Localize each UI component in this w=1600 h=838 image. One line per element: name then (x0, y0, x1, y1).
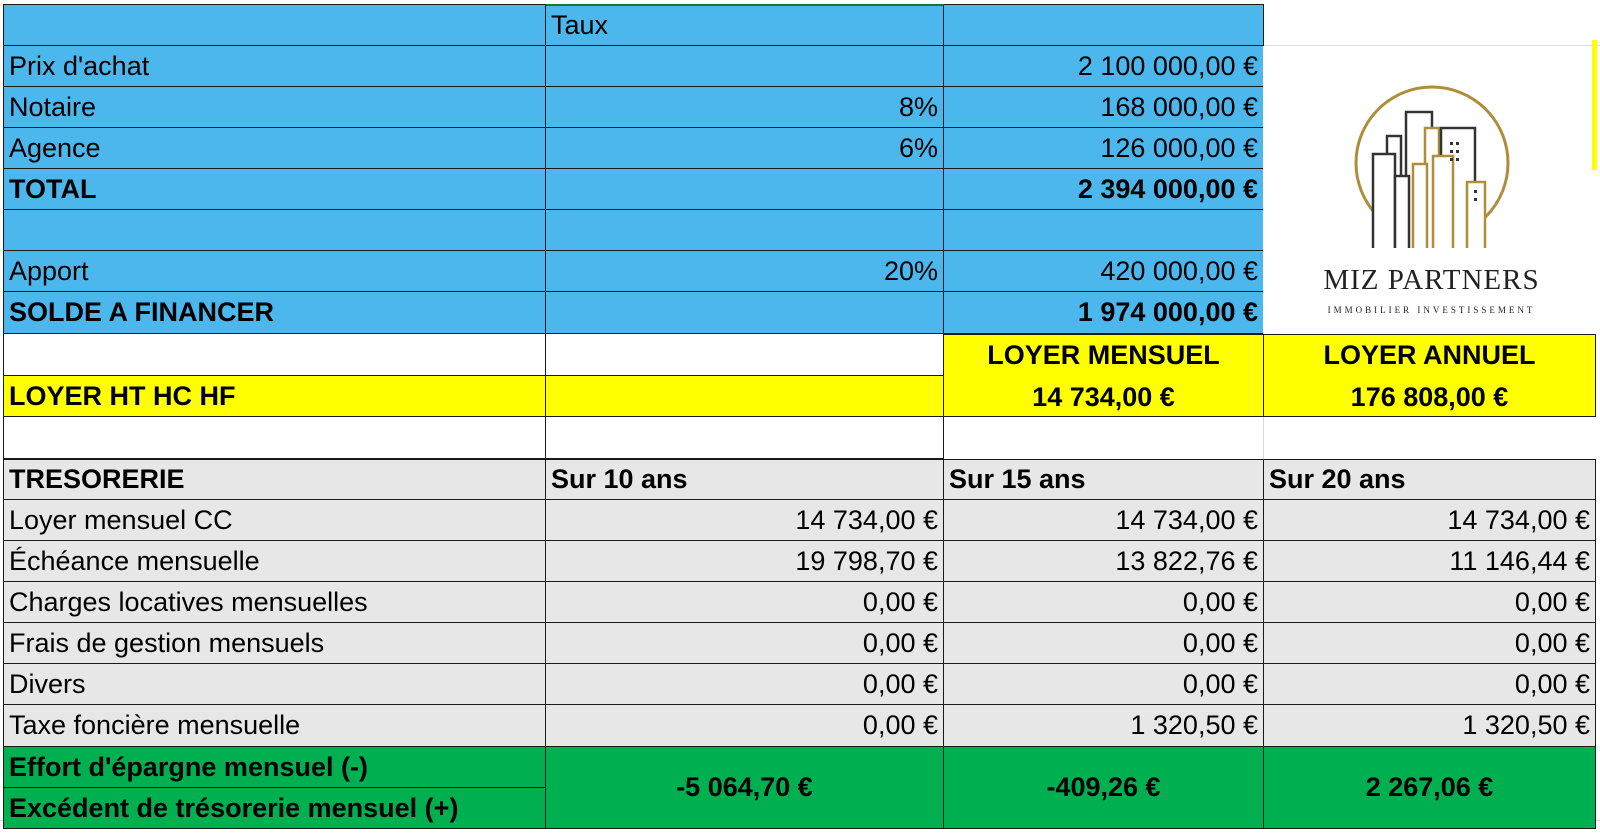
cell-taux-header[interactable]: Taux (546, 4, 944, 46)
cell-amount-agence[interactable]: 126 000,00 € (944, 128, 1264, 169)
cell-amount-solde[interactable]: 1 974 000,00 € (944, 292, 1264, 334)
cell-spacer[interactable] (944, 417, 1264, 459)
cell-row-value[interactable]: 19 798,70 € (546, 541, 944, 582)
cell-rate-total[interactable] (546, 169, 944, 210)
cell-row-value[interactable]: 0,00 € (944, 582, 1264, 623)
cell-amount-empty[interactable] (944, 210, 1264, 251)
scroll-indicator[interactable] (1592, 40, 1597, 170)
cell-treasury-title[interactable]: TRESORERIE (3, 459, 546, 500)
cell-result-10-ans[interactable]: -5 064,70 € (546, 747, 944, 829)
cell-row-value[interactable]: 0,00 € (546, 582, 944, 623)
cell-row-value[interactable]: 13 822,76 € (944, 541, 1264, 582)
cell-rent-value[interactable] (546, 376, 944, 417)
cell-row-value[interactable]: 0,00 € (1264, 582, 1596, 623)
cell-label-total[interactable]: TOTAL (3, 169, 546, 210)
buildings-logo-icon (1337, 78, 1527, 268)
cell-row-value[interactable]: 1 320,50 € (1264, 705, 1596, 747)
cell-row-value[interactable]: 1 320,50 € (944, 705, 1264, 747)
cell-row-value[interactable]: 0,00 € (944, 623, 1264, 664)
cell-spacer[interactable] (1264, 417, 1596, 459)
cell-row-label[interactable]: Loyer mensuel CC (3, 500, 546, 541)
cell-rate-agence[interactable]: 6% (546, 128, 944, 169)
cell-row-value[interactable]: 0,00 € (1264, 664, 1596, 705)
cell-col-20-ans[interactable]: Sur 20 ans (1264, 459, 1596, 500)
logo-name: MIZ PARTNERS (1323, 264, 1540, 296)
cell-label-apport[interactable]: Apport (3, 251, 546, 292)
cell-spacer[interactable] (3, 417, 546, 459)
cell-rent-blank[interactable] (3, 334, 546, 376)
cell-col-15-ans[interactable]: Sur 15 ans (944, 459, 1264, 500)
cell-blank-header[interactable] (3, 4, 546, 46)
cell-row-value[interactable]: 14 734,00 € (944, 500, 1264, 541)
cell-label-agence[interactable]: Agence (3, 128, 546, 169)
cell-rate-notaire[interactable]: 8% (546, 87, 944, 128)
cell-rate-apport[interactable]: 20% (546, 251, 944, 292)
cell-rate-empty[interactable] (546, 210, 944, 251)
cell-row-label[interactable]: Charges locatives mensuelles (3, 582, 546, 623)
cell-result-15-ans[interactable]: -409,26 € (944, 747, 1264, 829)
cell-amount-header[interactable] (944, 4, 1264, 46)
cell-row-value[interactable]: 14 734,00 € (546, 500, 944, 541)
cell-rate-prix[interactable] (546, 46, 944, 87)
cell-label-solde[interactable]: SOLDE A FINANCER (3, 292, 546, 334)
company-logo (1263, 46, 1600, 334)
cell-rent-blank-2[interactable] (546, 334, 944, 376)
cell-amount-notaire[interactable]: 168 000,00 € (944, 87, 1264, 128)
cell-label-notaire[interactable]: Notaire (3, 87, 546, 128)
cell-result-20-ans[interactable]: 2 267,06 € (1264, 747, 1596, 829)
cell-row-value[interactable]: 0,00 € (546, 664, 944, 705)
cell-row-value[interactable]: 0,00 € (546, 705, 944, 747)
cell-spacer[interactable] (546, 417, 944, 459)
monthly-rent-title: LOYER MENSUEL (987, 339, 1220, 370)
cell-row-label[interactable]: Taxe foncière mensuelle (3, 705, 546, 747)
cell-row-value[interactable]: 0,00 € (1264, 623, 1596, 664)
cell-amount-apport[interactable]: 420 000,00 € (944, 251, 1264, 292)
cell-label-empty[interactable] (3, 210, 546, 251)
cell-row-value[interactable]: 0,00 € (546, 623, 944, 664)
cell-label-prix[interactable]: Prix d'achat (3, 46, 546, 87)
cell-amount-prix[interactable]: 2 100 000,00 € (944, 46, 1264, 87)
cell-row-label[interactable]: Divers (3, 664, 546, 705)
cell-row-label[interactable]: Frais de gestion mensuels (3, 623, 546, 664)
cell-effort-label[interactable]: Effort d'épargne mensuel (-) (3, 747, 546, 788)
cell-row-value[interactable]: 0,00 € (944, 664, 1264, 705)
logo-tagline: IMMOBILIER INVESTISSEMENT (1327, 305, 1536, 315)
cell-monthly-rent[interactable] (944, 334, 1264, 417)
monthly-rent-value: 14 734,00 € (1032, 381, 1175, 412)
cell-annual-rent[interactable] (1264, 334, 1596, 417)
cell-rate-solde[interactable] (546, 292, 944, 334)
cell-row-value[interactable]: 11 146,44 € (1264, 541, 1596, 582)
cell-row-label[interactable]: Échéance mensuelle (3, 541, 546, 582)
annual-rent-value: 176 808,00 € (1350, 381, 1509, 412)
cell-col-10-ans[interactable]: Sur 10 ans (546, 459, 944, 500)
cell-rent-label[interactable]: LOYER HT HC HF (3, 376, 546, 417)
cell-excedent-label[interactable]: Excédent de trésorerie mensuel (+) (3, 788, 546, 829)
annual-rent-title: LOYER ANNUEL (1323, 339, 1536, 370)
cell-row-value[interactable]: 14 734,00 € (1264, 500, 1596, 541)
cell-amount-total[interactable]: 2 394 000,00 € (944, 169, 1264, 210)
